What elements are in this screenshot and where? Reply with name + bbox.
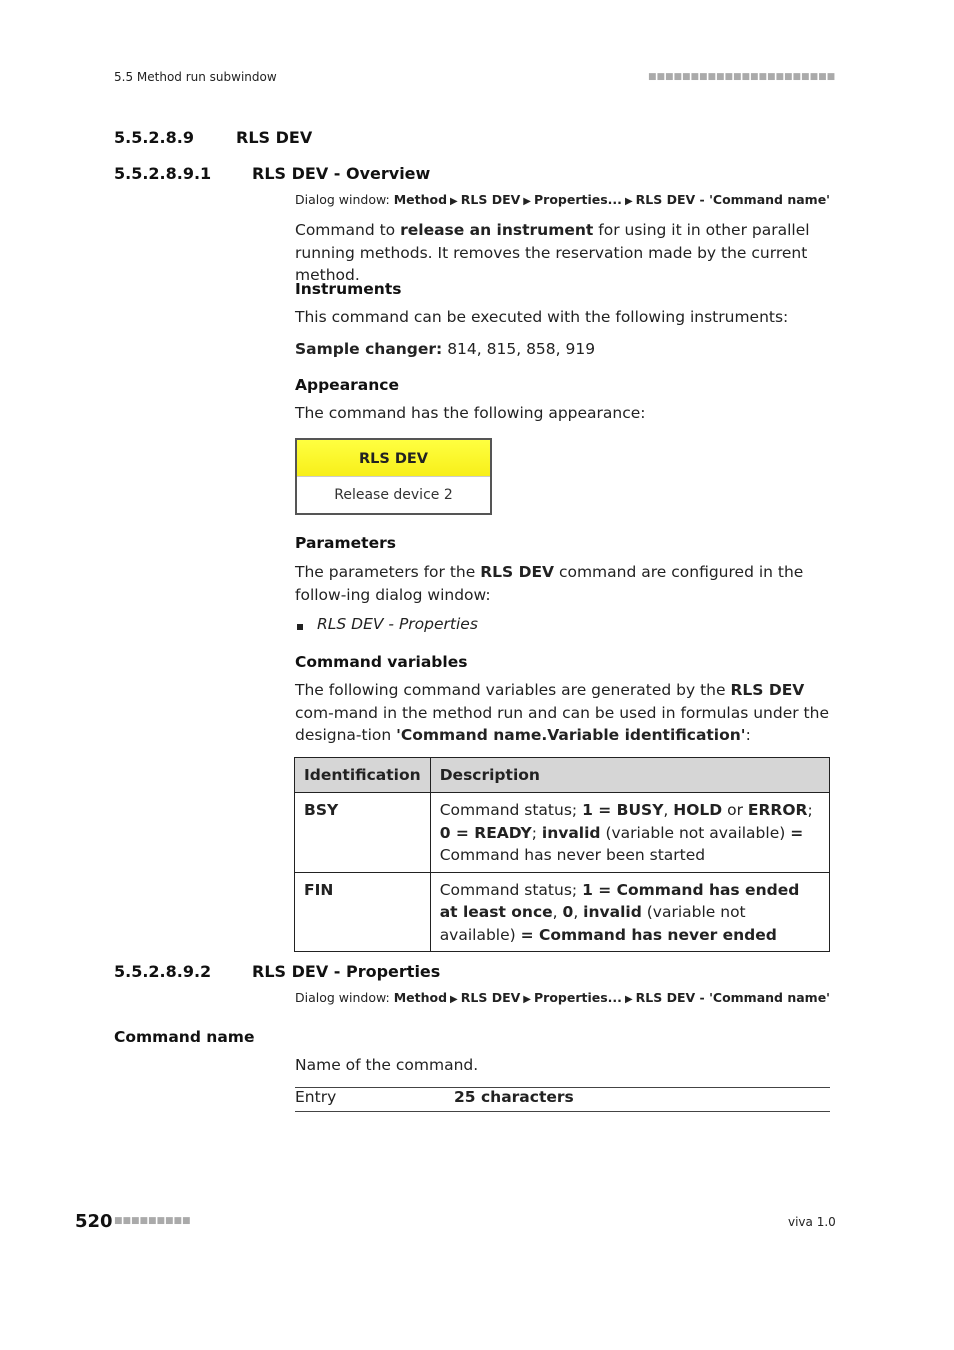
intro-paragraph <box>295 219 830 287</box>
sample-changer-value: 814, 815, 858, 919 <box>442 340 596 358</box>
command-variables-table <box>294 757 830 952</box>
table-row <box>295 793 830 873</box>
header-decoration: ■■■■■■■■■■■■■■■■■■■■■■ <box>648 72 836 82</box>
emphasis: 'Command name.Variable identification' <box>396 726 746 744</box>
heading-number: 5.5.2.8.9.2 <box>114 962 212 981</box>
text: (variable not available) <box>600 823 791 842</box>
dialog-path <box>295 192 830 207</box>
heading-overview <box>114 164 430 183</box>
command-box-title: RLS DEV <box>297 440 490 477</box>
emphasis: invalid <box>583 903 642 921</box>
dialog-step: Method <box>393 192 448 207</box>
arrow-right-icon: ▶ <box>523 994 531 1005</box>
table-header-row <box>295 758 830 793</box>
heading-properties <box>114 962 440 981</box>
text: , <box>552 903 563 921</box>
parameters-heading: Parameters <box>295 534 396 552</box>
text: The parameters for the <box>295 563 481 581</box>
text: command are configured in the follow-ing dialog window: <box>295 563 804 604</box>
sample-changer-line <box>295 338 830 361</box>
arrow-right-icon: ▶ <box>450 994 458 1005</box>
heading-title: RLS DEV - Overview <box>252 164 431 183</box>
text: (variable not available) <box>439 903 746 944</box>
entry-label: Entry <box>295 1088 337 1106</box>
text: com-mand in the method run and can be used in formulas under the designa-tion <box>295 703 829 744</box>
dialog-step: Properties... <box>534 990 622 1005</box>
heading-number: 5.5.2.8.9 <box>114 128 194 147</box>
emphasis: 0 <box>562 903 574 921</box>
product-version: viva 1.0 <box>788 1215 836 1229</box>
emphasis: HOLD <box>673 801 723 819</box>
emphasis: = <box>790 823 804 842</box>
text: Command has never been started <box>439 846 706 864</box>
emphasis: = Command has never ended <box>520 925 777 944</box>
variable-id: BSY <box>295 793 431 873</box>
emphasis: invalid <box>541 823 601 842</box>
emphasis: release an instrument <box>400 221 594 239</box>
emphasis: 0 = READY <box>439 823 532 842</box>
heading-rls-dev <box>114 128 312 147</box>
text: : <box>745 726 751 744</box>
emphasis: ERROR <box>747 801 808 819</box>
variable-id: FIN <box>295 872 431 952</box>
text: The following command variables are generated by the <box>295 681 731 699</box>
command-appearance-box <box>295 438 492 515</box>
text: Command status; <box>439 801 583 819</box>
heading-title: RLS DEV <box>236 128 313 147</box>
dialog-step: RLS DEV <box>460 192 521 207</box>
arrow-right-icon: ▶ <box>450 196 458 207</box>
text: ; <box>531 823 542 842</box>
command-box-subtitle: Release device 2 <box>334 487 453 503</box>
variable-description <box>430 872 829 952</box>
dialog-path <box>295 990 830 1005</box>
appearance-text: The command has the following appearance: <box>295 404 646 422</box>
parameters-text <box>295 561 830 606</box>
text: or <box>722 801 748 819</box>
dialog-prefix: Dialog window: <box>295 990 394 1005</box>
column-header: Identification <box>295 758 431 793</box>
properties-bullet: RLS DEV - Properties <box>317 615 478 633</box>
text: , <box>663 801 674 819</box>
command-variables-heading: Command variables <box>295 653 468 671</box>
dialog-step: RLS DEV - 'Command name' <box>635 990 831 1005</box>
arrow-right-icon: ▶ <box>523 196 531 207</box>
page-number: 520 <box>75 1211 113 1232</box>
heading-number: 5.5.2.8.9.1 <box>114 164 212 183</box>
command-name-heading: Command name <box>114 1028 255 1046</box>
dialog-prefix: Dialog window: <box>295 192 394 207</box>
instruments-text: This command can be executed with the following instruments: <box>295 308 789 326</box>
column-header: Description <box>430 758 829 793</box>
command-variables-text <box>295 679 830 747</box>
emphasis: 1 = BUSY <box>582 801 664 819</box>
variable-description <box>430 793 829 873</box>
text: Command to <box>295 221 401 239</box>
arrow-right-icon: ▶ <box>624 994 633 1005</box>
footer-decoration: ■■■■■■■■■ <box>114 1216 191 1226</box>
emphasis: 1 = Command has ended at least once <box>439 880 800 921</box>
sample-changer-label: Sample changer: <box>295 340 443 358</box>
arrow-right-icon: ▶ <box>624 196 633 207</box>
text: for using it in other parallel running methods. It removes the reservation made by the current method. <box>295 221 810 284</box>
dialog-step: Properties... <box>534 192 622 207</box>
text: Command status; <box>439 880 583 899</box>
emphasis: RLS DEV <box>480 563 555 581</box>
dialog-step: RLS DEV <box>460 990 521 1005</box>
bullet-square-icon <box>297 624 303 630</box>
dialog-step: RLS DEV - 'Command name' <box>635 192 831 207</box>
running-header: 5.5 Method run subwindow <box>114 70 277 84</box>
heading-title: RLS DEV - Properties <box>252 962 441 981</box>
appearance-heading: Appearance <box>295 376 399 394</box>
command-name-text: Name of the command. <box>295 1056 479 1074</box>
text: ; <box>807 801 813 819</box>
entry-value: 25 characters <box>454 1088 574 1106</box>
table-row <box>295 872 830 952</box>
text: , <box>573 903 584 921</box>
divider <box>295 1111 830 1112</box>
instruments-heading: Instruments <box>295 280 402 298</box>
dialog-step: Method <box>393 990 448 1005</box>
emphasis: RLS DEV <box>730 681 805 699</box>
